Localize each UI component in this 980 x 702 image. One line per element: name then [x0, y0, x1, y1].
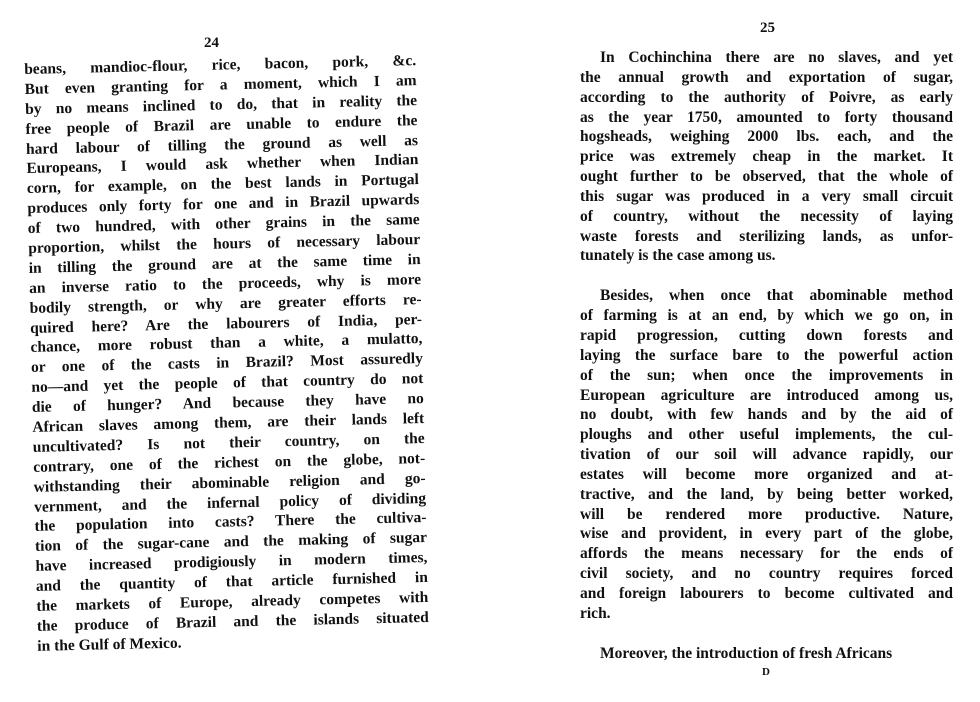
text-line: Europeans, I would ask whether when Indian: [26, 151, 419, 178]
text-line: ought further to be observed, that the whole of: [580, 168, 953, 186]
text-line: proportion, whilst the hours of necessary labour: [28, 231, 421, 257]
text-line: no doubt, with few hands and by the aid of: [580, 406, 953, 424]
text-line: wise and provident, in every part of the globe,: [580, 525, 953, 543]
text-line: in tilling the ground are at the same time in: [28, 250, 421, 277]
left-page-text: [24, 51, 429, 656]
text-line: the produce of Brazil and the islands situated: [36, 608, 429, 635]
text-line: rapid progression, cutting down forests and: [580, 326, 953, 344]
text-line: will be rendered more productive. Nature,: [580, 505, 953, 523]
text-line: have increased prodigiously in modern times,: [35, 549, 428, 576]
text-line: as the year 1750, amounted to forty thousand: [580, 108, 953, 126]
right-page-text: [580, 48, 953, 663]
text-line: European agriculture are introduced among us,: [580, 386, 953, 404]
text-line: bodily strength, or why are greater efforts re-: [29, 290, 422, 317]
paragraph-cochinchina: [580, 48, 953, 266]
text-line: Besides, when once that abominable method: [600, 287, 953, 305]
page-number-left: 24: [204, 35, 219, 51]
text-line: uncultivated? Is not their country, on the: [32, 429, 425, 456]
text-line: quired here? Are the labourers of India, per-: [29, 310, 423, 337]
text-line: no—and yet the people of that country do not: [31, 370, 424, 397]
paragraph-moreover: [580, 644, 953, 664]
text-line: waste forests and sterilizing lands, as unfor-: [580, 227, 953, 245]
text-line: laying the surface bare to the powerful action: [580, 346, 953, 364]
text-line: civil society, and no country requires forced: [580, 565, 953, 583]
text-line: of country, without the necessity of laying: [580, 207, 953, 225]
text-line: by no means inclined to do, that in reality the: [24, 91, 418, 118]
text-line: tunately is the case among us.: [580, 247, 776, 265]
text-line: affords the means necessary for the ends of: [580, 545, 953, 563]
text-line: this sugar was produced in a very small circuit: [580, 187, 953, 205]
text-line: hard labour of tilling the ground as well as: [25, 131, 419, 158]
signature-mark: D: [762, 666, 770, 678]
text-line: of the sun; when once the improvements in: [580, 366, 953, 384]
text-line: of two hundred, with other grains in the same: [27, 211, 420, 238]
text-line: hogsheads, weighing 2000 lbs. each, and the: [580, 128, 953, 146]
text-line: an inverse ratio to the proceeds, why is more: [28, 270, 422, 297]
text-line: and the quantity of that article furnished in: [35, 569, 429, 596]
text-line: in the Gulf of Mexico.: [37, 634, 182, 655]
text-line: vernment, and the infernal policy of dividing: [33, 489, 427, 516]
text-line: the annual growth and exportation of sugar,: [580, 68, 953, 86]
text-line: tivation of our soil will advance rapidly, our: [580, 446, 953, 464]
text-line: tion of the sugar-cane and the making of sugar: [34, 529, 428, 556]
text-line: or one of the casts in Brazil? Most assuredly: [30, 350, 424, 377]
text-line: free people of Brazil are unable to endure the: [25, 111, 418, 138]
text-line: chance, more robust than a white, a mulatto,: [30, 330, 423, 357]
text-line: die of hunger? And because they have no: [31, 390, 424, 417]
text-line: price was extremely cheap in the market. It: [580, 148, 953, 166]
right-page: [490, 0, 980, 702]
text-line: and foreign labourers to become cultivated and: [580, 584, 953, 602]
text-line: African slaves among them, are their lands left: [32, 410, 425, 436]
text-line: But even granting for a moment, which I am: [24, 71, 417, 98]
text-line: estates will become more organized and at-: [580, 465, 953, 483]
text-line: ploughs and other useful implements, the cul-: [580, 426, 953, 444]
text-line: In Cochinchina there are no slaves, and yet: [600, 49, 953, 66]
text-line: withstanding their abominable religion and go-: [33, 469, 426, 496]
text-line: beans, mandioc-flour, rice, bacon, pork, &c.: [24, 52, 417, 78]
text-line: Moreover, the introduction of fresh Africans: [600, 644, 893, 662]
text-line: the markets of Europe, already competes with: [36, 589, 429, 615]
text-line: according to the authority of Poivre, as early: [580, 88, 953, 106]
text-line: of farming is at an end, by which we go on, in: [580, 307, 953, 325]
text-line: tractive, and the land, by being better worked,: [580, 485, 953, 503]
paragraph-besides: [580, 286, 953, 623]
text-line: contrary, one of the richest on the globe, not-: [33, 449, 426, 476]
text-line: produces only forty for one and in Brazil upwards: [27, 191, 420, 218]
page-number-right: 25: [760, 20, 775, 36]
text-line: corn, for example, on the best lands in Portugal: [26, 171, 420, 198]
text-line: the population into casts? There the cultiva-: [34, 509, 427, 536]
left-page: [0, 0, 470, 702]
text-line: rich.: [580, 604, 611, 622]
